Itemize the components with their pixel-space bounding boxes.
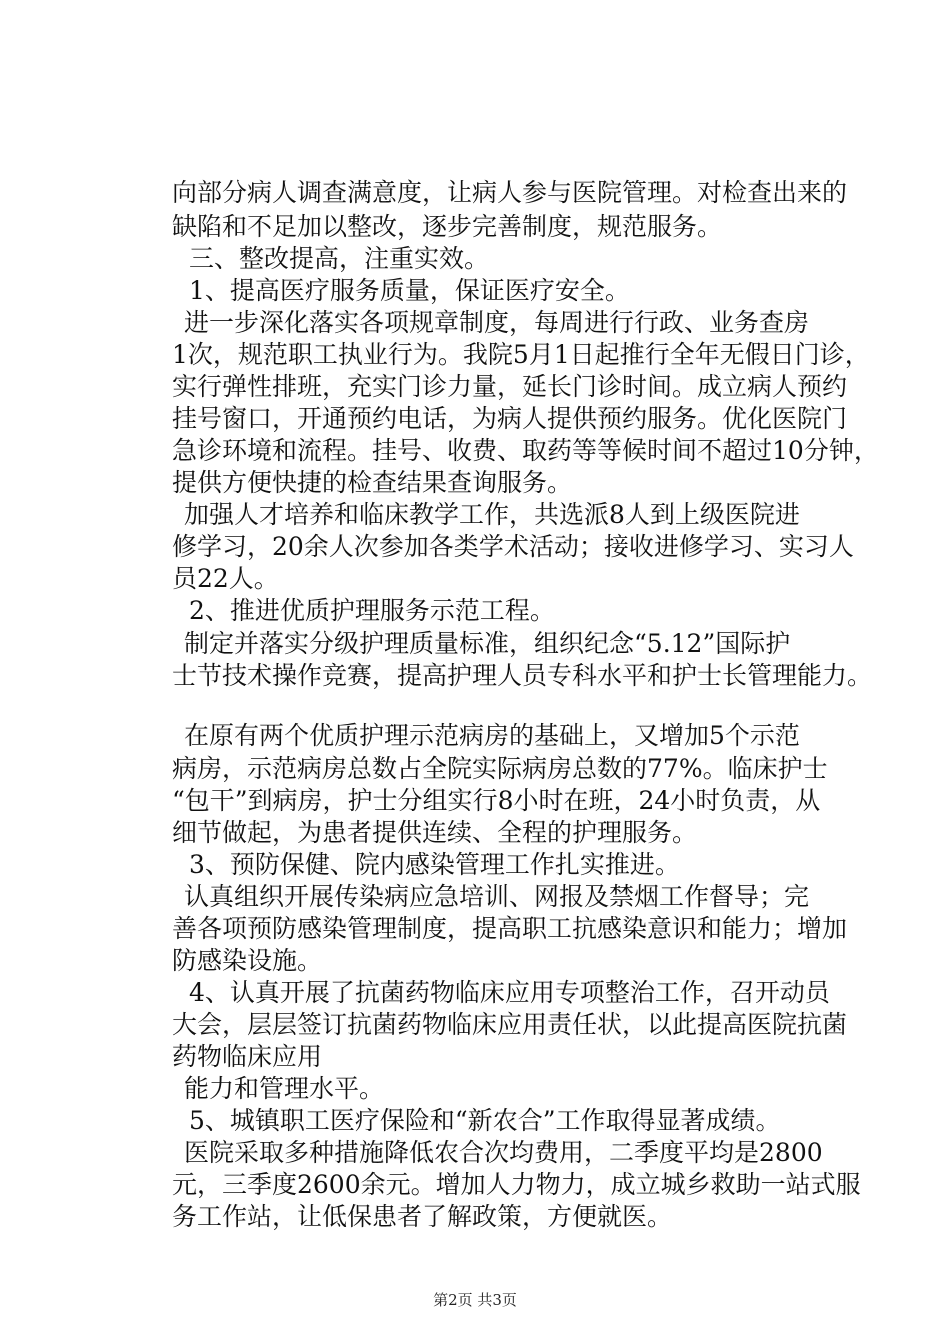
text-line: 4、认真开展了抗菌药物临床应用专项整治工作，召开动员 bbox=[189, 978, 830, 1007]
text-line: 在原有两个优质护理示范病房的基础上，又增加5个示范 bbox=[184, 721, 800, 750]
text-line: 制定并落实分级护理质量标准，组织纪念“5.12”国际护 bbox=[184, 629, 791, 658]
text-line: 认真组织开展传染病应急培训、网报及禁烟工作督导；完 bbox=[184, 882, 810, 911]
text-line: 务工作站，让低保患者了解政策，方便就医。 bbox=[172, 1202, 673, 1231]
text-line: 挂号窗口，开通预约电话，为病人提供预约服务。优化医院门 bbox=[172, 404, 848, 433]
page-number: 第2页 共3页 bbox=[433, 1291, 517, 1309]
text-line: 元，三季度2600余元。增加人力物力，成立城乡救助一站式服 bbox=[172, 1170, 861, 1199]
text-line: 急诊环境和流程。挂号、收费、取药等等候时间不超过10分钟， bbox=[172, 436, 879, 465]
text-line: 提供方便快捷的检查结果查询服务。 bbox=[172, 468, 573, 497]
text-line: 大会，层层签订抗菌药物临床应用责任状，以此提高医院抗菌 bbox=[172, 1010, 848, 1039]
text-line: 进一步深化落实各项规章制度，每周进行行政、业务查房 bbox=[184, 308, 810, 337]
text-line: 细节做起，为患者提供连续、全程的护理服务。 bbox=[172, 818, 698, 847]
subsection-heading: 1、提高医疗服务质量，保证医疗安全。 bbox=[189, 276, 630, 305]
text-line: 防感染设施。 bbox=[172, 946, 323, 975]
subsection-heading: 5、城镇职工医疗保险和“新农合”工作取得显著成绩。 bbox=[189, 1106, 781, 1135]
subsection-heading: 2、推进优质护理服务示范工程。 bbox=[189, 596, 555, 625]
text-line: 病房，示范病房总数占全院实际病房总数的77%。临床护士 bbox=[172, 754, 828, 783]
text-line: 加强人才培养和临床教学工作，共选派8人到上级医院进 bbox=[184, 500, 800, 529]
text-line: 能力和管理水平。 bbox=[184, 1074, 385, 1103]
text-line: 向部分病人调查满意度，让病人参与医院管理。对检查出来的 bbox=[172, 178, 848, 207]
text-line: 实行弹性排班，充实门诊力量，延长门诊时间。成立病人预约 bbox=[172, 372, 848, 401]
text-line: 员22人。 bbox=[172, 564, 279, 593]
subsection-heading: 3、预防保健、院内感染管理工作扎实推进。 bbox=[189, 850, 680, 879]
text-line: 缺陷和不足加以整改，逐步完善制度，规范服务。 bbox=[172, 212, 723, 241]
text-line: 善各项预防感染管理制度，提高职工抗感染意识和能力；增加 bbox=[172, 914, 848, 943]
section-heading: 三、整改提高，注重实效。 bbox=[189, 244, 490, 273]
text-line: 士节技术操作竞赛，提高护理人员专科水平和护士长管理能力。 bbox=[172, 661, 873, 690]
text-line: 药物临床应用 bbox=[172, 1042, 323, 1071]
text-line: 医院采取多种措施降低农合次均费用，二季度平均是2800 bbox=[184, 1138, 823, 1167]
text-line: 1次，规范职工执业行为。我院5月1日起推行全年无假日门诊， bbox=[172, 340, 870, 369]
text-line: “包干”到病房，护士分组实行8小时在班，24小时负责，从 bbox=[172, 786, 821, 815]
text-line: 修学习，20余人次参加各类学术活动；接收进修学习、实习人 bbox=[172, 532, 854, 561]
